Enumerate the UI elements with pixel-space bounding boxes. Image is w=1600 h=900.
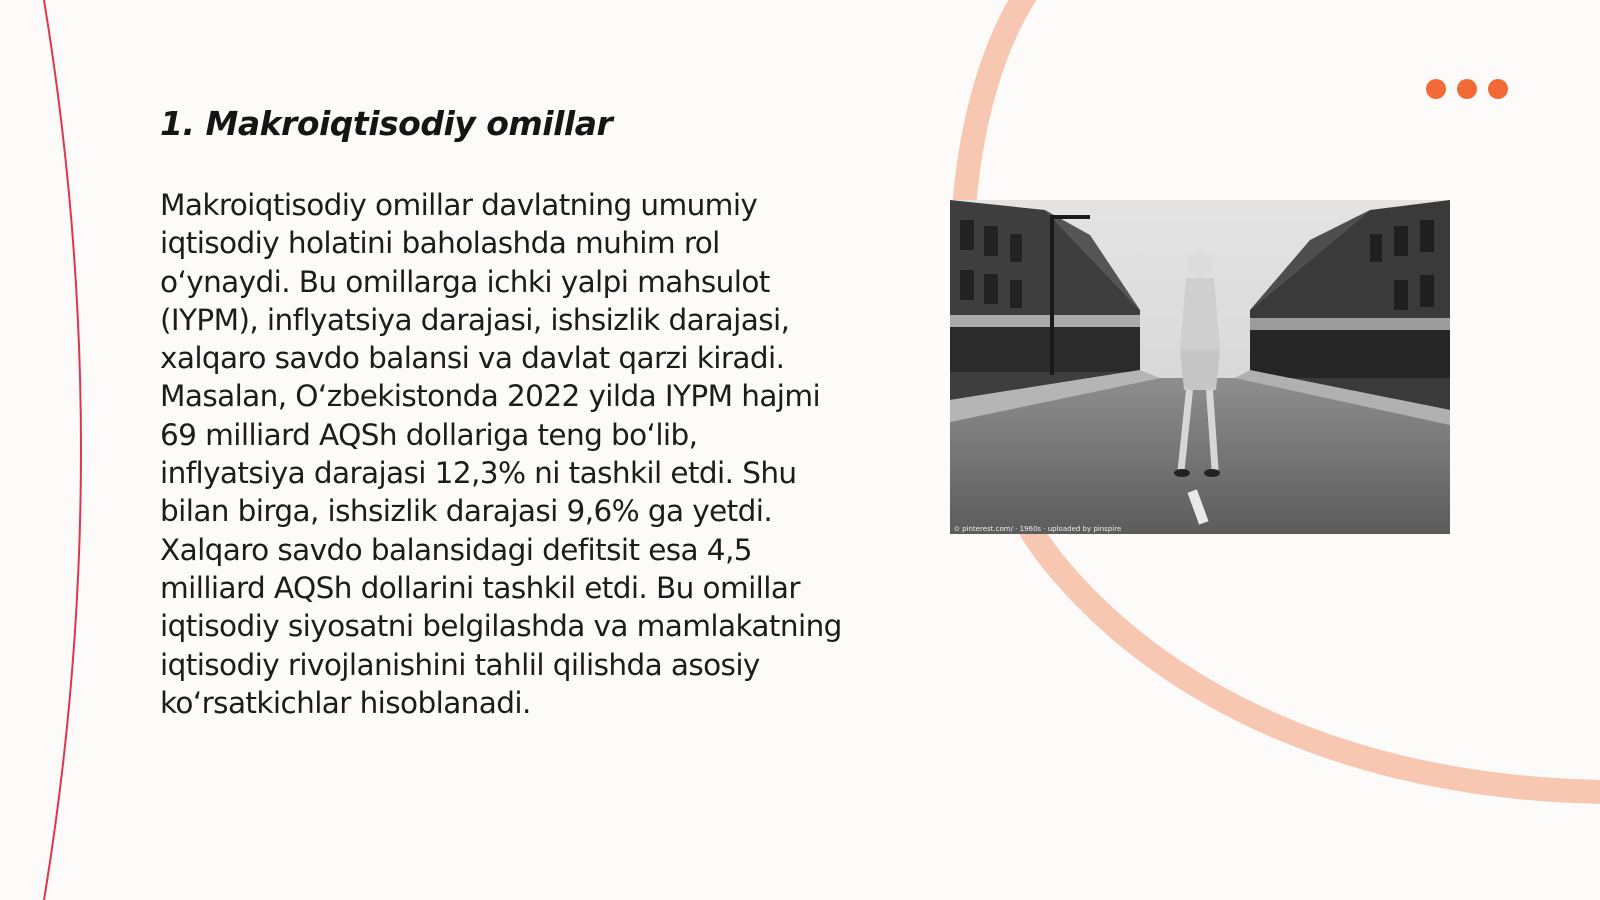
dot-3 [1488, 79, 1508, 99]
slide-title: 1. Makroiqtisodiy omillar [160, 104, 613, 143]
left-red-line [44, 0, 81, 900]
street-photo-illustration [950, 200, 1450, 534]
more-dots-icon [1426, 79, 1508, 99]
slide-body-text: Makroiqtisodiy omillar davlatning umumiy iqtisodiy holatini baholashda muhim rol o‘ynaydi. Bu omillarga ichki yalpi mahsulot (IYPM), inflyatsiya darajasi, ishsizlik darajasi, xalqaro savdo balansi va davlat qarzi kiradi. Masalan, O‘zbekistonda 2022 yilda IYPM hajmi 69 milliard AQSh dollariga teng bo‘lib, inflyatsiya darajasi 12,3% ni tashkil etdi. Shu bilan birga, ishsizlik darajasi 9,6% ga yetdi. Xalqaro savdo balansidagi defitsit esa 4,5 milliard AQSh dollarini tashkil etdi. Bu omillar iqtisodiy siyosatni belgilashda va mamlakatning iqtisodiy rivojlanishini tahlil qilishda asosiy ko‘rsatkichlar hisoblanadi. [160, 188, 842, 720]
street-photo [950, 200, 1450, 534]
dot-1 [1426, 79, 1446, 99]
dot-2 [1457, 79, 1477, 99]
image-caption: ⊙ pinterest.com/ · 1960s · uploaded by pinspire [954, 525, 1122, 533]
